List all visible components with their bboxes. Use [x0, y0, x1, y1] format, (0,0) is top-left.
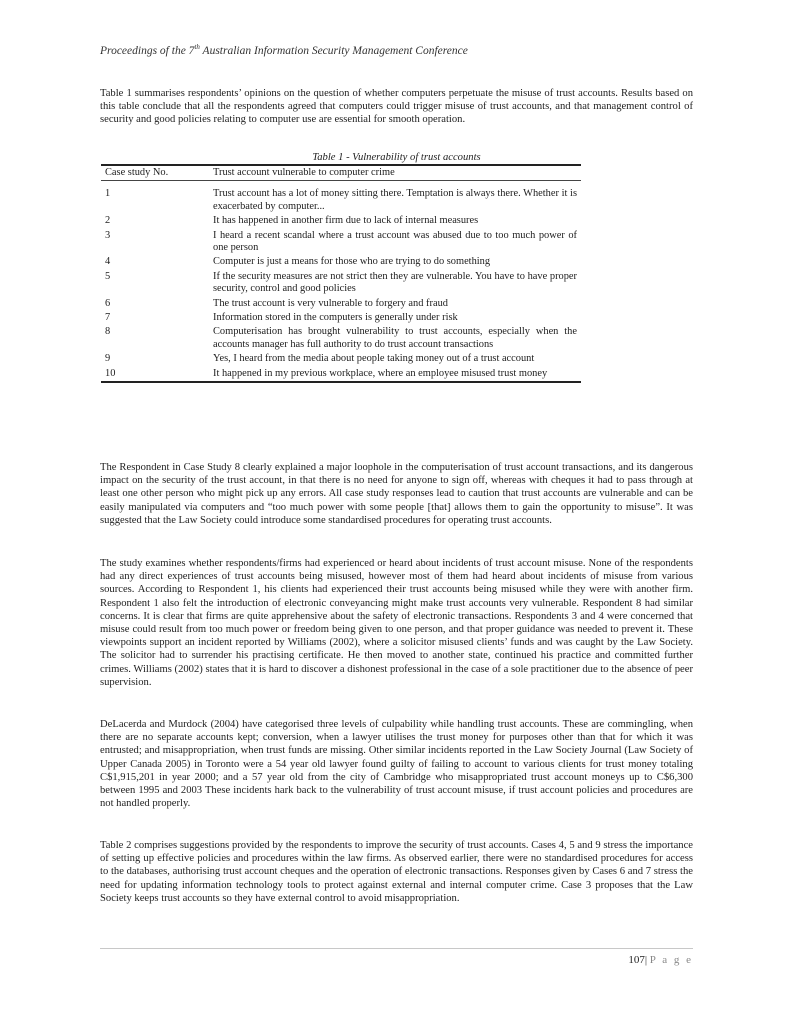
paragraph-case-study-8: The Respondent in Case Study 8 clearly explained a major loophole in the computerisation of trust account transactions, and its dangerous impact on the security of the trust account, in that there is no need for anyone to sign off, whereas with cheques it had to pass through at least one other person who might pick up any errors. All case study responses lead to caution that trust accounts are vulnerable and can be easily manipulated via computers and “too much power with some people [that] allows them to gain the opportunity to misuse”. It was suggested that the Law Society could introduce some standardised procedures for operating trust accounts.: [100, 462, 693, 526]
response-cell: Information stored in the computers is generally under risk: [213, 312, 458, 324]
response-cell: I heard a recent scandal where a trust account was abused due to too much power of one person: [213, 229, 577, 254]
running-header: [100, 40, 700, 58]
table-row: [101, 214, 581, 228]
header-suffix: Australian Information Security Management Conference: [199, 44, 468, 57]
response-cell: Yes, I heard from the media about people taking money out of a trust account: [213, 353, 535, 365]
table-row: [101, 270, 581, 297]
case-number-cell: 6: [105, 297, 111, 309]
paragraph-culpability-levels: DeLacerda and Murdock (2004) have categorised three levels of culpability while handling trust accounts. These are commingling, when there are no separate accounts kept; conversion, when a lawyer utilises the trust money for purposes other than that for which it was entrusted; and misappropriation, when trust funds are missing. Other similar incidents reported in the Law Society Journal (Law Society of Upper Canada 2005) in Toronto were a 54 year old lawyer found guilty of failing to account to various clients for trust money totaling C$1,915,201 in year 2000; and a 57 year old from the city of Cambridge who misappropriated trust account moneys up to C$6,300 between 1995 and 2003 These incidents hark back to the vulnerability of trust account misuse, if trust account policies and procedures are not handled properly.: [100, 719, 693, 810]
table-row: [101, 297, 581, 311]
case-number-cell: 9: [105, 353, 111, 365]
case-number-cell: 5: [105, 270, 111, 282]
header-prefix: Proceedings of the 7: [100, 44, 195, 57]
response-cell: It happened in my previous workplace, where an employee misused trust money: [213, 367, 548, 379]
case-number-cell: 3: [105, 229, 111, 241]
case-number-cell: 10: [105, 367, 116, 379]
table-header-row: [101, 165, 581, 181]
page-footer: [628, 954, 693, 967]
response-cell: If the security measures are not strict then they are vulnerable. You have to have proper security, control and good policies: [213, 270, 577, 295]
table-row: [101, 352, 581, 366]
table-row: [101, 311, 581, 325]
table-row: [101, 325, 581, 352]
column-header-vulnerability: Trust account vulnerable to computer crime: [213, 167, 395, 178]
table-row: [101, 229, 581, 256]
paragraph-misuse-incidents: The study examines whether respondents/firms had experienced or heard about incidents of trust account misuse. None of the respondents had any direct experiences of trust accounts being misused, however most of them had heard about incidents of misuse from various sources. According to Respondent 1, his clients had experienced their trust accounts being misused while they were with another firm. Respondent 1 also felt the introduction of electronic conveyancing might make trust accounts very vulnerable. Respondent 8 had similar concerns. It is clear that firms are quite apprehensive about the safety of electronic transactions. Respondents 3 and 4 were concerned that misuse could result from too much power or freedom being given to one person, and that proper guidance was needed to prevent it. These viewpoints support an incident reported by Williams (2002), where a solicitor misused clients’ funds and was caught by the Law Society. The solicitor had to surrender his practising certificate. He then moved to another state, continued his practice and committed further crimes. Williams (2002) states that it is hard to discover a dishonest professional in the case of a sole practitioner due to the absence of peer supervision.: [100, 558, 693, 688]
case-number-cell: 8: [105, 326, 111, 338]
table-row: [101, 255, 581, 269]
response-cell: Computerisation has brought vulnerability to trust accounts, especially when the accounts manager has full authority to do trust account transactions: [213, 326, 577, 350]
vulnerability-table: [101, 164, 581, 383]
response-cell: It has happened in another firm due to lack of internal measures: [213, 215, 479, 227]
case-number-cell: 7: [105, 312, 111, 324]
column-header-case-study: Case study No.: [105, 167, 169, 178]
footer-divider: [100, 948, 693, 949]
case-number-cell: 1: [105, 188, 111, 200]
paragraph-table2-suggestions: Table 2 comprises suggestions provided by the respondents to improve the security of trust accounts. Cases 4, 5 and 9 stress the importance of setting up effective policies and procedures within the law firms. As observed earlier, there were no standardised procedures for access to the databases, authorising trust account cheques and the operation of electronic transactions. Responses given by Cases 6 and 7 stress the need for updating information technology tools to protect against external and internal computer crime. Case 3 proposes that the Law Society keeps trust accounts so they have external control to avoid misappropriation.: [100, 840, 693, 904]
case-number-cell: 4: [105, 256, 111, 268]
footer-separator: |: [644, 954, 648, 966]
page-label: P a g e: [649, 954, 693, 966]
response-cell: The trust account is very vulnerable to forgery and fraud: [213, 297, 448, 309]
table-row: [101, 181, 581, 214]
header-superscript: th: [194, 43, 200, 51]
table-row: [101, 367, 581, 382]
page-number: 107: [628, 954, 645, 966]
table-caption: Table 1 - Vulnerability of trust accounts: [312, 152, 481, 163]
paragraph-table1-summary: Table 1 summarises respondents’ opinions on the question of whether computers perpetuate the misuse of trust accounts. Results based on this table conclude that all the respondents agreed that computers could trigger misuse of trust accounts, and that management control of security and good policies relating to computer use are essential for smooth operation.: [100, 88, 693, 126]
response-cell: Computer is just a means for those who are trying to do something: [213, 256, 491, 268]
case-number-cell: 2: [105, 215, 111, 227]
response-cell: Trust account has a lot of money sitting there. Temptation is always there. Whether it is exacerbated by computer...: [213, 188, 577, 212]
